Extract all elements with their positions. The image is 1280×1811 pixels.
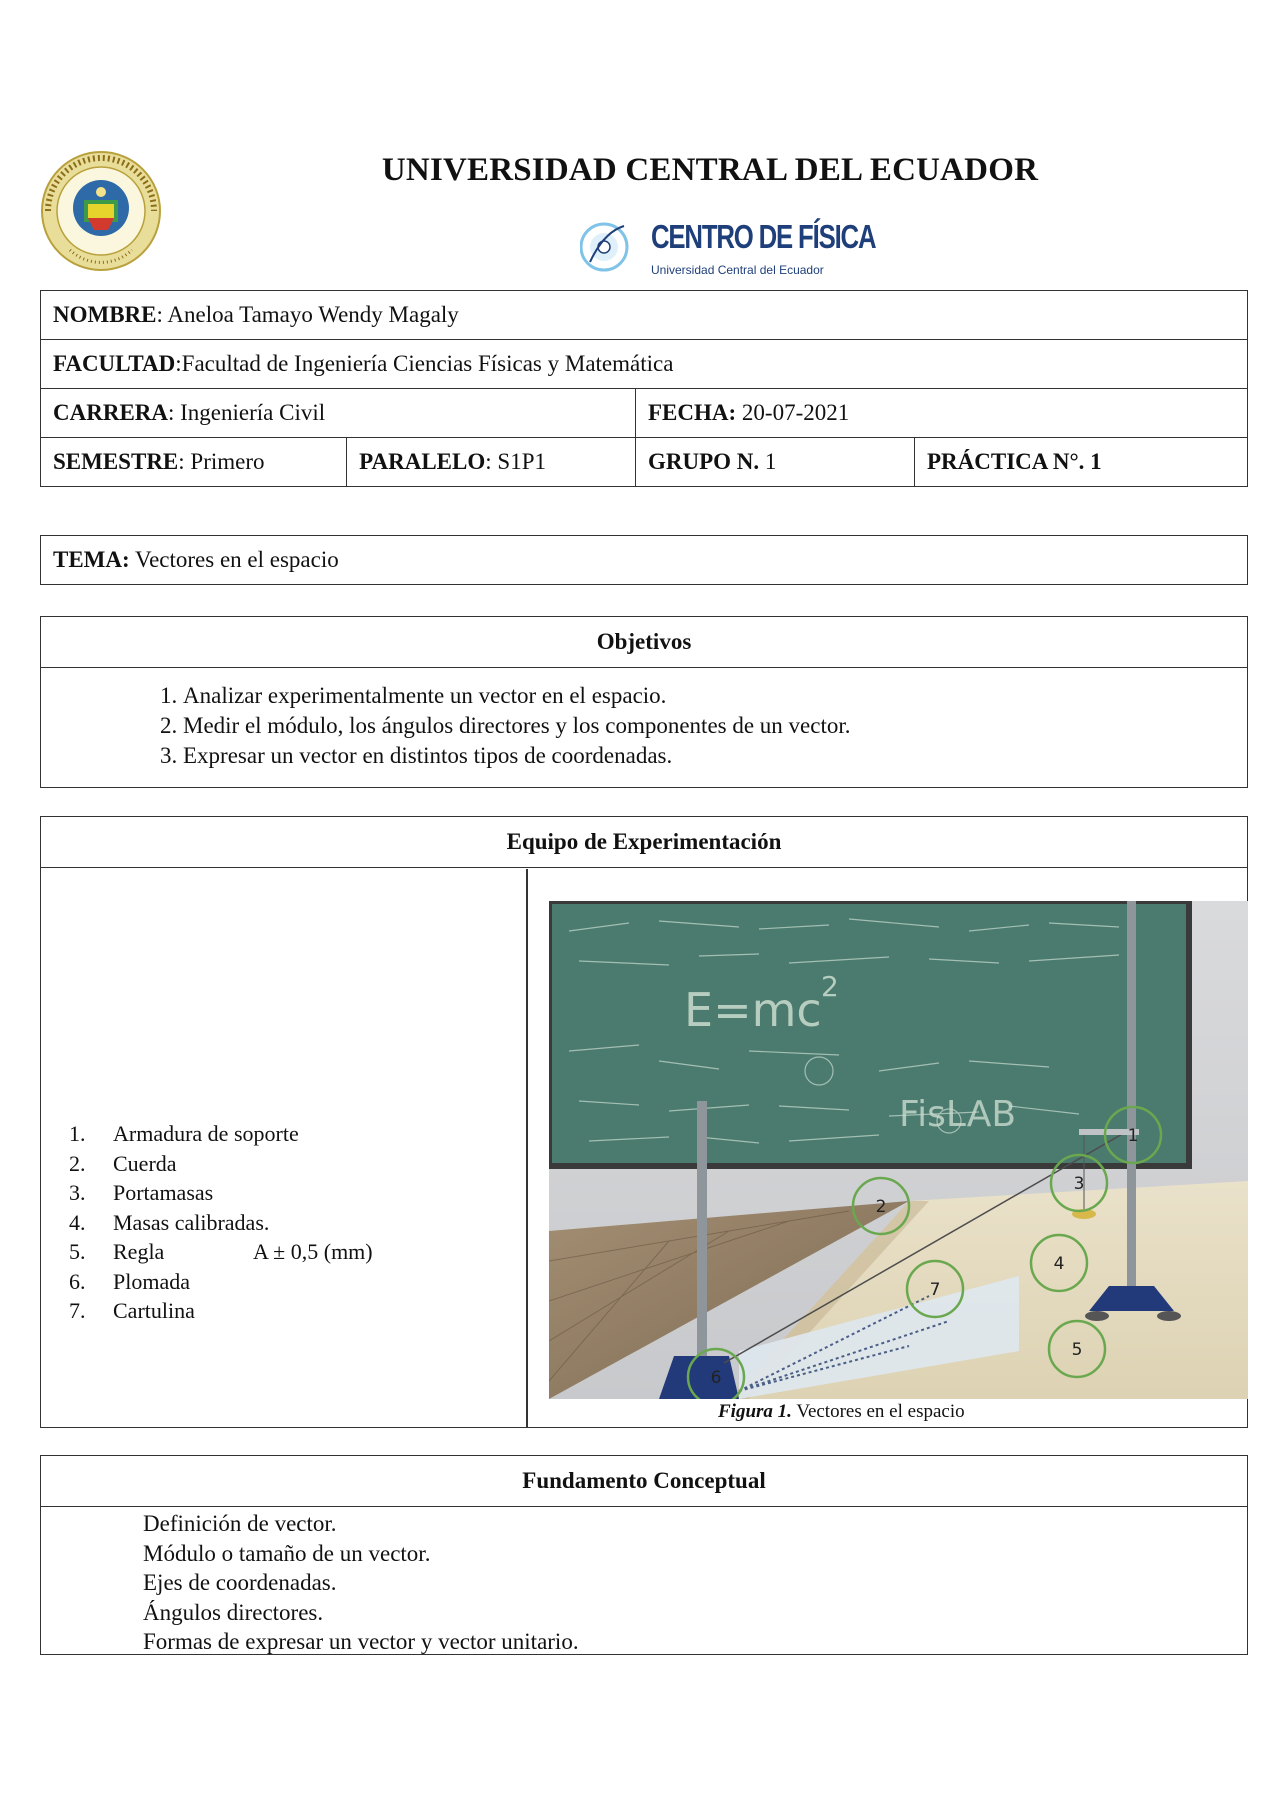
marker-4: 4 <box>1053 1254 1065 1274</box>
fecha-cell <box>636 389 1248 438</box>
marker-5: 5 <box>1071 1340 1083 1360</box>
nombre-value: : Aneloa Tamayo Wendy Magaly <box>156 302 459 327</box>
equipo-box <box>40 816 1248 1428</box>
item-number: 3. <box>69 1180 86 1205</box>
semestre-value: : Primero <box>178 449 265 474</box>
facultad-cell <box>41 340 1248 389</box>
list-item <box>69 1178 373 1208</box>
table-row <box>41 389 1248 438</box>
paralelo-cell <box>347 438 636 487</box>
fundamento-title: Fundamento Conceptual <box>41 1456 1247 1507</box>
nombre-label: NOMBRE <box>53 302 157 327</box>
blackboard-exponent: 2 <box>821 970 839 1003</box>
item-name: Armadura de soporte <box>113 1121 299 1146</box>
tema-box <box>40 535 1248 585</box>
objetivos-box <box>40 616 1248 788</box>
list-item <box>69 1149 373 1179</box>
carrera-label: CARRERA <box>53 400 168 425</box>
list-item <box>69 1296 373 1326</box>
table-row <box>41 438 1248 487</box>
fundamento-list <box>41 1507 1247 1657</box>
marker-2: 2 <box>875 1197 887 1217</box>
marker-7: 7 <box>929 1280 941 1300</box>
list-item: Ángulos directores. <box>143 1599 324 1625</box>
marker-6: 6 <box>710 1368 722 1388</box>
fecha-label: FECHA: <box>648 400 737 425</box>
list-item: Formas de expresar un vector y vector unitario. <box>143 1629 579 1654</box>
blackboard-fislab: FisLAB <box>899 1094 1017 1135</box>
fundamento-box <box>40 1455 1248 1655</box>
student-info-table <box>40 290 1248 487</box>
list-item: 2. Medir el módulo, los ángulos directores y los componentes de un vector. <box>183 711 1247 741</box>
item-name: Cartulina <box>113 1298 195 1323</box>
list-item <box>69 1267 373 1297</box>
item-number: 5. <box>69 1239 86 1264</box>
experiment-photo <box>549 901 1248 1399</box>
paralelo-value: : S1P1 <box>485 449 546 474</box>
equipo-title: Equipo de Experimentación <box>41 817 1247 868</box>
university-seal-logo <box>40 150 162 272</box>
semestre-cell <box>41 438 347 487</box>
marker-3: 3 <box>1073 1174 1085 1194</box>
practica-cell <box>915 438 1248 487</box>
facultad-label: FACULTAD <box>53 351 176 376</box>
item-name: Regla <box>113 1239 165 1264</box>
table-row <box>41 340 1248 389</box>
semestre-label: SEMESTRE <box>53 449 179 474</box>
nombre-cell <box>41 291 1248 340</box>
objetivos-title: Objetivos <box>41 617 1247 668</box>
item-number: 2. <box>69 1150 86 1176</box>
list-item: Módulo o tamaño de un vector. <box>143 1540 431 1566</box>
list-item <box>69 1119 373 1149</box>
objetivos-list <box>41 668 1247 771</box>
university-title: UNIVERSIDAD CENTRAL DEL ECUADOR <box>381 152 1039 188</box>
paralelo-label: PARALELO <box>359 449 486 474</box>
fecha-value: 20-07-2021 <box>736 400 850 425</box>
tema-value: Vectores en el espacio <box>129 547 339 572</box>
practica-label: PRÁCTICA N°. 1 <box>927 449 1102 474</box>
item-name: Plomada <box>113 1268 190 1294</box>
item-number: 7. <box>69 1298 86 1323</box>
figure-caption-text: Vectores en el espacio <box>791 1401 965 1422</box>
figure-label: Figura 1. <box>718 1401 792 1422</box>
list-item: 3. Expresar un vector en distintos tipos de coordenadas. <box>183 741 1247 771</box>
facultad-value: :Facultad de Ingeniería Ciencias Físicas y Matemática <box>175 351 674 376</box>
item-name: Masas calibradas. <box>113 1209 270 1235</box>
list-item: 1. Analizar experimentalmente un vector en el espacio. <box>183 681 1247 711</box>
item-number: 4. <box>69 1209 86 1235</box>
tema-label: TEMA: <box>53 547 130 572</box>
item-name: Portamasas <box>113 1180 214 1205</box>
item-number: 6. <box>69 1268 86 1294</box>
list-item: Ejes de coordenadas. <box>143 1570 337 1595</box>
grupo-value: 1 <box>759 449 777 474</box>
item-name: Cuerda <box>113 1150 177 1176</box>
equipo-list <box>69 1119 373 1326</box>
list-item: Definición de vector. <box>143 1511 337 1536</box>
grupo-cell <box>636 438 915 487</box>
item-number: 1. <box>69 1121 86 1146</box>
centro-fisica-subtitle: Universidad Central del Ecuador <box>651 263 824 277</box>
figure-caption <box>718 1401 965 1423</box>
carrera-value: : Ingeniería Civil <box>168 400 326 425</box>
item-uncertainty: A ± 0,5 (mm) <box>253 1239 373 1264</box>
list-item <box>69 1237 373 1267</box>
marker-1: 1 <box>1127 1126 1139 1146</box>
carrera-cell <box>41 389 636 438</box>
grupo-label: GRUPO N. <box>648 449 760 474</box>
centro-fisica-title: CENTRO DE FÍSICA <box>651 218 876 255</box>
table-row <box>41 291 1248 340</box>
column-divider <box>526 869 528 1427</box>
list-item <box>69 1208 373 1238</box>
blackboard-formula: E=mc <box>684 983 822 1037</box>
